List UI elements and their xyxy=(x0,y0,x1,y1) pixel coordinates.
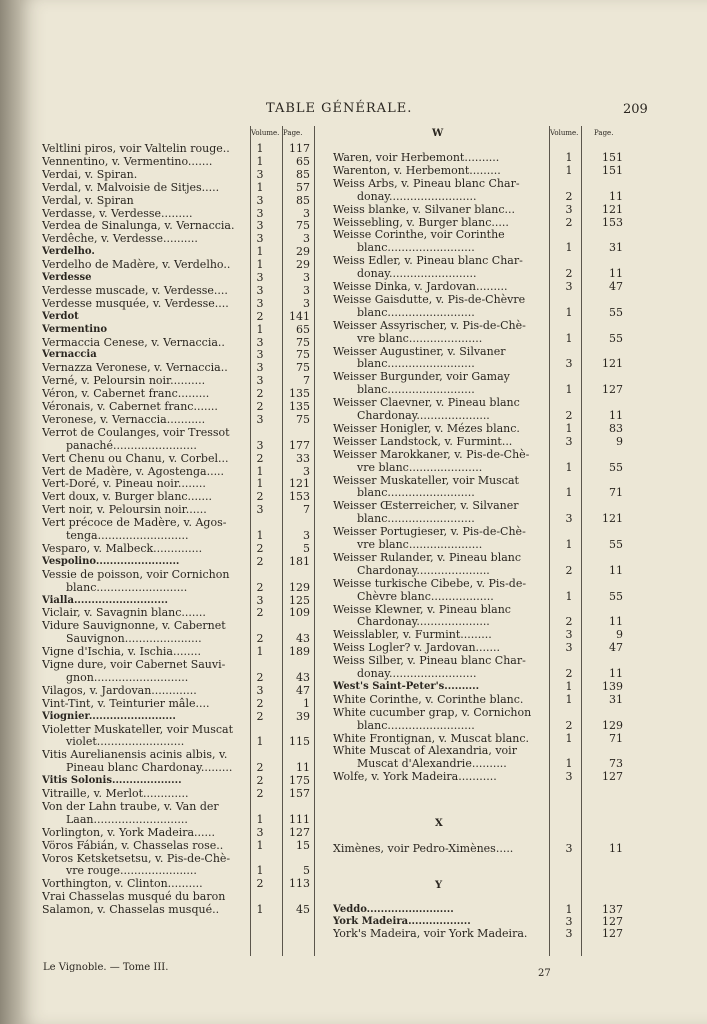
entry-page: 65 xyxy=(296,154,310,168)
entry-page: 151 xyxy=(602,151,623,164)
entry-volume: 3 xyxy=(256,193,264,207)
entry-name: Vitraille, v. Merlot............. xyxy=(42,787,189,800)
entry-name: Vermentino xyxy=(42,323,108,335)
entry-name: Vigne dure, voir Cabernet Sauvi- xyxy=(42,658,226,671)
entry-page: 111 xyxy=(289,812,310,826)
entry-name: Vennentino, v. Vermentino....... xyxy=(42,154,213,168)
entry-volume: 3 xyxy=(256,348,264,362)
entry-name: vre blanc..................... xyxy=(357,460,483,474)
entry-volume: 3 xyxy=(256,335,264,349)
entry-page: 43 xyxy=(296,632,310,646)
entry-volume: 3 xyxy=(256,219,264,233)
page-title: TABLE GÉNÉRALE. xyxy=(266,101,413,116)
entry-volume: 1 xyxy=(565,538,573,551)
entry-name: Verdasse, v. Verdesse......... xyxy=(42,206,193,220)
entry-volume: 3 xyxy=(565,512,573,526)
entry-page: 75 xyxy=(296,335,310,349)
entry-page: 135 xyxy=(289,387,310,401)
entry-volume: 2 xyxy=(565,215,573,229)
entry-page: 75 xyxy=(296,361,310,375)
entry-name: Vessie de poisson, voir Cornichon xyxy=(42,567,230,581)
entry-name: vre blanc..................... xyxy=(357,331,483,345)
entry-volume: 1 xyxy=(256,864,264,878)
entry-name: Véron, v. Cabernet franc......... xyxy=(42,387,210,401)
entry-volume: 2 xyxy=(256,774,264,788)
entry-name: Von der Lahn traube, v. Van der xyxy=(42,799,219,813)
entry-volume: 2 xyxy=(256,541,264,555)
entry-volume: 1 xyxy=(256,464,264,478)
entry-name: Vigne d'Ischia, v. Ischia........ xyxy=(42,645,201,659)
entry-page: 3 xyxy=(303,232,310,246)
entry-volume: 3 xyxy=(565,202,573,216)
entry-page: 177 xyxy=(289,438,310,452)
entry-page: 39 xyxy=(296,709,310,723)
entry-name: Vitis Aurelianensis acinis albis, v. xyxy=(42,748,228,762)
column-rule xyxy=(314,126,315,956)
entry-page: 31 xyxy=(609,241,623,255)
entry-volume: 1 xyxy=(565,241,573,255)
entry-name: Vorthington, v. Clinton.......... xyxy=(42,877,203,891)
entry-volume: 2 xyxy=(565,267,573,281)
entry-page: 3 xyxy=(303,271,310,284)
entry-volume: 1 xyxy=(565,383,573,397)
entry-name: White Corinthe, v. Corinthe blanc. xyxy=(333,692,524,706)
entry-volume: 2 xyxy=(256,877,264,891)
entry-name: Viognier......................... xyxy=(42,710,176,722)
entry-page: 65 xyxy=(296,322,310,336)
entry-name: Vernazza Veronese, v. Vernaccia.. xyxy=(42,361,228,375)
entry-volume: 1 xyxy=(256,322,264,336)
entry-page: 55 xyxy=(609,460,623,474)
entry-volume: 1 xyxy=(565,589,573,603)
entry-page: 33 xyxy=(296,451,310,465)
entry-name: Verdea de Sinalunga, v. Vernaccia. xyxy=(42,219,235,233)
entry-name: Veddo......................... xyxy=(333,904,454,915)
left-volume-header: Volume. xyxy=(251,129,280,137)
entry-volume: 3 xyxy=(256,167,264,181)
entry-page: 5 xyxy=(303,864,310,878)
section-letter-x: X xyxy=(435,818,443,829)
entry-volume: 2 xyxy=(256,451,264,465)
entry-name: West's Saint-Peter's.......... xyxy=(333,680,480,692)
entry-name: panaché........................ xyxy=(66,438,197,452)
entry-page: 11 xyxy=(296,761,310,775)
entry-volume: 1 xyxy=(256,812,264,826)
entry-volume: 3 xyxy=(256,296,264,310)
entry-page: 125 xyxy=(289,593,310,607)
entry-volume: 3 xyxy=(256,683,264,697)
entry-name: Weisser Œsterreicher, v. Silvaner xyxy=(333,499,519,513)
entry-volume: 2 xyxy=(565,667,573,680)
entry-name: Vert doux, v. Burger blanc....... xyxy=(42,490,213,504)
entry-volume: 3 xyxy=(256,361,264,375)
entry-name: White cucumber grap, v. Cornichon xyxy=(333,705,532,719)
entry-page: 75 xyxy=(296,219,310,233)
entry-volume: 3 xyxy=(256,271,264,284)
entry-volume: 3 xyxy=(256,593,264,607)
entry-name: Veltlini piros, voir Valtelin rouge.. xyxy=(42,142,230,155)
entry-name: Verdot xyxy=(42,310,79,322)
entry-volume: 1 xyxy=(256,142,264,155)
column-rule xyxy=(581,126,582,956)
entry-page: 121 xyxy=(602,512,623,526)
entry-name: Vialla........................... xyxy=(42,594,168,606)
entry-volume: 1 xyxy=(256,477,264,491)
entry-page: 9 xyxy=(616,628,623,642)
entry-name: Weissebling, v. Burger blanc..... xyxy=(333,215,509,229)
entry-name: Vert de Madère, v. Agostenga..... xyxy=(42,464,225,478)
entry-page: 129 xyxy=(602,718,623,732)
entry-name: Vilagos, v. Jardovan............. xyxy=(42,683,197,697)
entry-name: Weisser Rulander, v. Pineau blanc xyxy=(333,550,522,564)
entry-name: Weiss Logler? v. Jardovan....... xyxy=(333,641,500,655)
entry-volume: 3 xyxy=(256,232,264,246)
entry-volume: 1 xyxy=(256,258,264,272)
entry-page: 57 xyxy=(296,180,310,194)
entry-name: Ximènes, voir Pedro-Ximènes..... xyxy=(333,842,514,855)
entry-name: Muscat d'Alexandrie.......... xyxy=(357,757,507,771)
entry-page: 55 xyxy=(609,305,623,319)
entry-volume: 1 xyxy=(565,731,573,745)
footer-volume-label: Le Vignoble. — Tome III. xyxy=(43,962,169,973)
entry-page: 1 xyxy=(303,696,310,710)
entry-page: 121 xyxy=(602,357,623,371)
entry-volume: 2 xyxy=(256,606,264,620)
footer-signature: 27 xyxy=(538,968,551,979)
entry-volume: 2 xyxy=(256,787,264,800)
entry-page: 127 xyxy=(602,770,623,784)
entry-volume: 3 xyxy=(565,280,573,293)
entry-name: Pineau blanc Chardonay......... xyxy=(66,761,233,775)
entry-volume: 1 xyxy=(256,645,264,659)
entry-name: York Madeira.................. xyxy=(333,916,471,927)
entry-page: 83 xyxy=(609,421,623,435)
entry-page: 71 xyxy=(609,731,623,745)
entry-volume: 2 xyxy=(256,490,264,504)
entry-name: White Muscat of Alexandria, voir xyxy=(333,744,517,758)
entry-page: 11 xyxy=(609,842,623,855)
entry-name: Verné, v. Peloursin noir.......... xyxy=(42,374,206,388)
right-page-header: Page. xyxy=(594,129,614,137)
entry-volume: 1 xyxy=(565,486,573,500)
entry-name: vre rouge...................... xyxy=(66,864,197,878)
left-page-header: Page. xyxy=(283,129,303,137)
entry-name: Verdesse muscade, v. Verdesse.... xyxy=(42,283,228,297)
entry-volume: 2 xyxy=(256,761,264,775)
entry-name: Vert-Doré, v. Pineau noir........ xyxy=(42,477,206,491)
entry-volume: 2 xyxy=(256,696,264,710)
entry-name: Vert précoce de Madère, v. Agos- xyxy=(42,516,227,530)
entry-volume: 2 xyxy=(256,709,264,723)
entry-volume: 2 xyxy=(256,580,264,594)
entry-page: 117 xyxy=(289,142,310,155)
entry-name: Vespolino........................ xyxy=(42,555,180,567)
entry-page: 157 xyxy=(289,787,310,800)
entry-name: Weisser Augustiner, v. Silvaner xyxy=(333,344,506,358)
book-spine xyxy=(0,0,20,1024)
book-page xyxy=(20,0,707,1024)
entry-volume: 3 xyxy=(256,206,264,220)
entry-name: Warenton, v. Herbemont......... xyxy=(333,163,501,177)
entry-volume: 3 xyxy=(565,434,573,448)
entry-name: Vermaccia Cenese, v. Vernaccia.. xyxy=(42,335,225,349)
entry-page: 43 xyxy=(296,670,310,684)
entry-page: 29 xyxy=(296,245,310,259)
entry-name: Verdêche, v. Verdesse.......... xyxy=(42,232,198,246)
entry-name: Vint-Tint, v. Teinturier mâle.... xyxy=(42,696,210,710)
entry-page: 11 xyxy=(609,267,623,281)
entry-name: Véronais, v. Cabernet franc....... xyxy=(42,400,218,413)
entry-name: Vitis Solonis.................... xyxy=(42,775,182,787)
entry-name: blanc......................... xyxy=(357,486,475,500)
entry-page: 85 xyxy=(296,193,310,207)
page-number: 209 xyxy=(623,102,648,117)
entry-name: blanc......................... xyxy=(357,241,475,255)
entry-name: Weisser Marokkaner, v. Pis-de-Chè- xyxy=(333,447,530,461)
entry-volume: 3 xyxy=(256,438,264,452)
entry-name: Weisser Burgunder, voir Gamay xyxy=(333,370,510,384)
entry-name: Veronese, v. Vernaccia........... xyxy=(42,412,206,426)
entry-name: vre blanc..................... xyxy=(357,538,483,551)
entry-volume: 1 xyxy=(565,151,573,164)
entry-volume: 1 xyxy=(256,154,264,168)
entry-page: 135 xyxy=(289,400,310,413)
entry-volume: 3 xyxy=(565,842,573,855)
entry-page: 75 xyxy=(296,348,310,362)
entry-volume: 3 xyxy=(565,357,573,371)
entry-name: violet......................... xyxy=(66,735,185,749)
entry-page: 11 xyxy=(609,615,623,629)
entry-name: blanc......................... xyxy=(357,383,475,397)
entry-volume: 3 xyxy=(565,927,573,940)
entry-page: 47 xyxy=(296,683,310,697)
entry-name: Vert noir, v. Peloursin noir...... xyxy=(42,503,207,517)
entry-volume: 2 xyxy=(256,632,264,646)
entry-name: Viclair, v. Savagnin blanc....... xyxy=(42,606,206,620)
section-letter-y: Y xyxy=(435,880,443,891)
entry-page: 127 xyxy=(289,825,310,839)
entry-name: blanc......................... xyxy=(357,305,475,319)
entry-volume: 3 xyxy=(256,825,264,839)
entry-name: Sauvignon...................... xyxy=(66,632,202,646)
entry-volume: 2 xyxy=(256,670,264,684)
entry-page: 121 xyxy=(289,477,310,491)
entry-name: Vert Chenu ou Chanu, v. Corbel... xyxy=(42,451,229,465)
entry-volume: 2 xyxy=(565,615,573,629)
entry-page: 3 xyxy=(303,206,310,220)
entry-name: Chardonay..................... xyxy=(357,615,490,629)
entry-name: Weisser Honigler, v. Mézes blanc. xyxy=(333,421,520,435)
entry-page: 153 xyxy=(289,490,310,504)
entry-name: donay......................... xyxy=(357,667,477,680)
entry-volume: 3 xyxy=(256,412,264,426)
entry-page: 129 xyxy=(289,580,310,594)
entry-page: 11 xyxy=(609,563,623,577)
entry-volume: 2 xyxy=(256,387,264,401)
section-letter-w: W xyxy=(432,128,444,139)
entry-page: 55 xyxy=(609,538,623,551)
entry-page: 55 xyxy=(609,589,623,603)
entry-volume: 2 xyxy=(565,409,573,422)
entry-name: Vöros Fábián, v. Chasselas rose.. xyxy=(42,838,224,852)
entry-name: Verdelho. xyxy=(42,246,95,258)
entry-name: White Frontignan, v. Muscat blanc. xyxy=(333,731,530,745)
entry-name: Weisser Muskateller, voir Muscat xyxy=(333,473,519,487)
entry-volume: 2 xyxy=(256,400,264,413)
entry-page: 175 xyxy=(289,774,310,788)
entry-name: Violetter Muskateller, voir Muscat xyxy=(42,722,234,736)
entry-name: Verdesse xyxy=(42,272,92,283)
entry-volume: 2 xyxy=(256,309,264,323)
entry-page: 11 xyxy=(609,189,623,203)
entry-name: Weiss Silber, v. Pineau blanc Char- xyxy=(333,654,526,668)
entry-name: Laan........................... xyxy=(66,812,188,826)
entry-name: tenga.......................... xyxy=(66,529,189,542)
entry-name: Vidure Sauvignonne, v. Cabernet xyxy=(42,619,226,633)
entry-page: 47 xyxy=(609,641,623,655)
entry-page: 151 xyxy=(602,163,623,177)
entry-name: Salamon, v. Chasselas musqué.. xyxy=(42,903,220,917)
entry-page: 127 xyxy=(602,927,623,940)
entry-page: 189 xyxy=(289,645,310,659)
entry-volume: 1 xyxy=(256,529,264,542)
entry-page: 45 xyxy=(296,903,310,917)
entry-name: Wolfe, v. York Madeira........... xyxy=(333,770,497,784)
entry-page: 11 xyxy=(609,409,623,422)
entry-page: 73 xyxy=(609,757,623,771)
entry-name: Verdal, v. Malvoisie de Sitjes..... xyxy=(42,180,220,194)
entry-page: 139 xyxy=(602,679,623,693)
entry-name: York's Madeira, voir York Madeira. xyxy=(333,927,528,940)
entry-page: 47 xyxy=(609,280,623,293)
entry-name: Waren, voir Herbemont.......... xyxy=(333,151,500,164)
entry-name: blanc......................... xyxy=(357,512,475,526)
entry-page: 85 xyxy=(296,167,310,181)
entry-volume: 2 xyxy=(565,189,573,203)
entry-page: 113 xyxy=(289,877,310,891)
entry-volume: 1 xyxy=(565,331,573,345)
entry-page: 55 xyxy=(609,331,623,345)
entry-page: 75 xyxy=(296,412,310,426)
entry-name: Weisse Gaisdutte, v. Pis-de-Chèvre xyxy=(333,292,526,306)
entry-page: 3 xyxy=(303,529,310,542)
entry-name: blanc.......................... xyxy=(66,580,188,594)
entry-page: 181 xyxy=(289,554,310,568)
entry-name: Weisser Portugieser, v. Pis-de-Chè- xyxy=(333,525,526,539)
entry-name: blanc......................... xyxy=(357,718,475,732)
entry-page: 127 xyxy=(602,383,623,397)
entry-page: 31 xyxy=(609,692,623,706)
entry-volume: 1 xyxy=(565,460,573,474)
entry-name: Verdai, v. Spiran. xyxy=(42,167,138,181)
entry-name: Chardonay..................... xyxy=(357,409,490,422)
entry-volume: 1 xyxy=(256,735,264,749)
entry-name: Vrai Chasselas musqué du baron xyxy=(42,890,226,904)
entry-name: Verdelho de Madère, v. Verdelho.. xyxy=(42,258,231,272)
entry-volume: 3 xyxy=(565,770,573,784)
entry-volume: 1 xyxy=(256,838,264,852)
entry-volume: 1 xyxy=(565,163,573,177)
entry-name: Vorlington, v. York Madeira...... xyxy=(42,825,216,839)
entry-volume: 3 xyxy=(256,503,264,517)
entry-name: Weisslabler, v. Furmint......... xyxy=(333,628,492,642)
entry-page: 121 xyxy=(602,202,623,216)
entry-name: Chèvre blanc.................. xyxy=(357,589,494,603)
entry-name: Weisse Dinka, v. Jardovan......... xyxy=(333,280,508,293)
entry-name: Weisser Claevner, v. Pineau blanc xyxy=(333,396,520,410)
entry-page: 153 xyxy=(602,215,623,229)
entry-page: 3 xyxy=(303,283,310,297)
entry-volume: 1 xyxy=(565,305,573,319)
entry-name: Weiss Arbs, v. Pineau blanc Char- xyxy=(333,176,520,190)
entry-volume: 3 xyxy=(256,283,264,297)
entry-page: 127 xyxy=(602,915,623,928)
entry-volume: 2 xyxy=(256,554,264,568)
entry-page: 15 xyxy=(296,838,310,852)
entry-page: 11 xyxy=(609,667,623,680)
entry-volume: 1 xyxy=(565,903,573,916)
entry-volume: 3 xyxy=(256,374,264,388)
entry-volume: 1 xyxy=(565,692,573,706)
entry-page: 9 xyxy=(616,434,623,448)
entry-volume: 1 xyxy=(565,421,573,435)
entry-page: 29 xyxy=(296,258,310,272)
entry-name: donay......................... xyxy=(357,189,477,203)
entry-volume: 3 xyxy=(565,641,573,655)
entry-name: Vernaccia xyxy=(42,349,97,361)
entry-name: Verdesse musquée, v. Verdesse.... xyxy=(42,296,229,310)
entry-name: gnon........................... xyxy=(66,670,189,684)
entry-page: 5 xyxy=(303,541,310,555)
entry-name: Verrot de Coulanges, voir Tressot xyxy=(42,425,230,439)
entry-volume: 2 xyxy=(565,718,573,732)
entry-name: blanc......................... xyxy=(357,357,475,371)
entry-page: 71 xyxy=(609,486,623,500)
entry-name: Weisse Klewner, v. Pineau blanc xyxy=(333,602,511,616)
entry-name: Verdal, v. Spiran xyxy=(42,193,134,207)
entry-page: 3 xyxy=(303,296,310,310)
entry-volume: 3 xyxy=(565,628,573,642)
entry-volume: 3 xyxy=(565,915,573,928)
entry-volume: 1 xyxy=(565,679,573,693)
entry-name: Weiss blanke, v. Silvaner blanc... xyxy=(333,202,516,216)
entry-name: Vesparo, v. Malbeck.............. xyxy=(42,541,203,555)
entry-page: 3 xyxy=(303,464,310,478)
entry-name: Weisse turkische Cibebe, v. Pis-de- xyxy=(333,576,527,590)
entry-volume: 1 xyxy=(565,757,573,771)
entry-name: donay......................... xyxy=(357,267,477,281)
entry-page: 137 xyxy=(602,903,623,916)
entry-name: Voros Ketsketsetsu, v. Pis-de-Chè- xyxy=(42,851,231,865)
entry-volume: 1 xyxy=(256,180,264,194)
entry-name: Weisse Corinthe, voir Corinthe xyxy=(333,228,505,242)
entry-volume: 2 xyxy=(565,563,573,577)
entry-name: Weisser Assyrischer, v. Pis-de-Chè- xyxy=(333,318,526,332)
entry-page: 109 xyxy=(289,606,310,620)
entry-volume: 1 xyxy=(256,245,264,259)
entry-name: Weisser Landstock, v. Furmint... xyxy=(333,434,513,448)
entry-page: 7 xyxy=(303,374,310,388)
entry-page: 115 xyxy=(289,735,310,749)
entry-page: 141 xyxy=(289,309,310,323)
entry-volume: 1 xyxy=(256,903,264,917)
right-volume-header: Volume. xyxy=(550,129,579,137)
entry-page: 7 xyxy=(303,503,310,517)
entry-name: Weiss Edler, v. Pineau blanc Char- xyxy=(333,254,523,268)
entry-name: Chardonay..................... xyxy=(357,563,490,577)
